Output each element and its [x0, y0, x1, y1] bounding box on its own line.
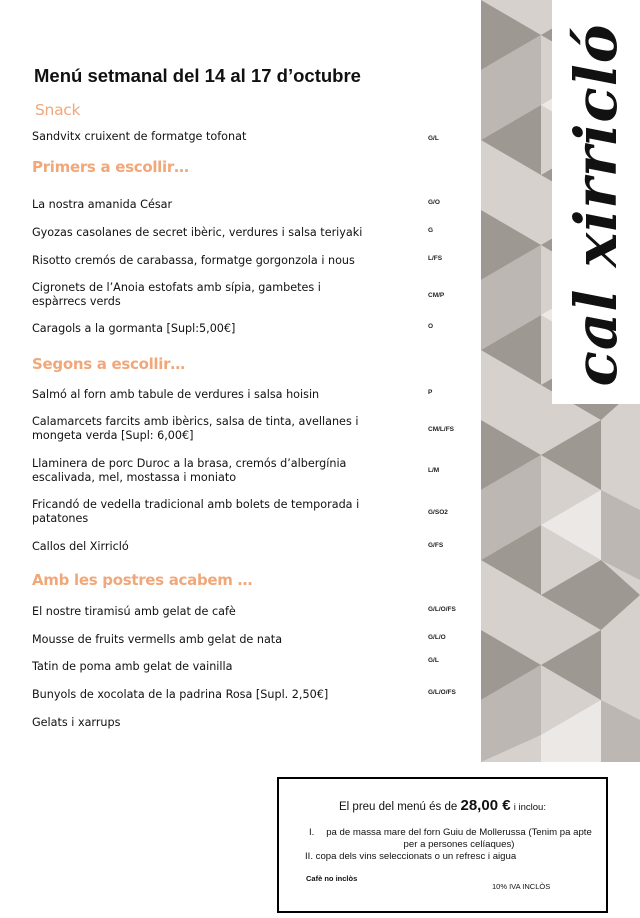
menu-item: Gelats i xarrups — [32, 716, 121, 729]
allergen-code: G/SO2 — [428, 509, 448, 516]
allergen-code: P — [428, 389, 433, 396]
menu-item: La nostra amanida César — [32, 198, 173, 211]
menu-item: Gyozas casolanes de secret ibèric, verdures i salsa teriyaki — [32, 226, 363, 239]
allergen-code: CM/L/FS — [428, 426, 454, 433]
brand-logo: cal xirricló — [562, 23, 630, 387]
section-heading-postres: Amb les postres acabem … — [32, 571, 253, 589]
allergen-code: G/L/O/FS — [428, 606, 456, 613]
logo-panel — [552, 0, 640, 404]
allergen-code: G/L — [428, 135, 439, 142]
price-amount: 28,00 € — [460, 797, 511, 814]
menu-item: Callos del Xirricló — [32, 540, 129, 553]
allergen-code: L/M — [428, 467, 440, 474]
included-item-1-number: I. — [309, 827, 315, 838]
menu-item: Caragols a la gormanta [Supl:5,00€] — [32, 322, 236, 335]
vat-note: 10% IVA INCLÒS — [492, 882, 551, 891]
included-item-2: II. copa dels vins seleccionats o un refresc i aigua — [305, 851, 517, 862]
menu-item: Tatin de poma amb gelat de vainilla — [32, 660, 233, 673]
menu-item: Calamarcets farcits amb ibèrics, salsa de tinta, avellanes i mongeta verda [Supl: 6,00€] — [32, 415, 359, 442]
allergen-code: G/FS — [428, 542, 444, 549]
included-item-1 — [309, 827, 599, 851]
section-heading-primers: Primers a escollir… — [32, 158, 189, 176]
menu-item: Llaminera de porc Duroc a la brasa, cremós d’albergínia escalivada, mel, mostassa i moniato — [32, 457, 347, 484]
menu-item: Bunyols de xocolata de la padrina Rosa [Supl. 2,50€] — [32, 688, 329, 701]
section-heading-segons: Segons a escollir… — [32, 355, 185, 373]
menu-item: Cigronets de l’Anoia estofats amb sípia, gambetes i espàrrecs verds — [32, 281, 321, 308]
menu-item: Risotto cremós de carabassa, formatge gorgonzola i nous — [32, 254, 355, 267]
allergen-code: G/L/O/FS — [428, 689, 456, 696]
included-item-1-text: pa de massa mare del forn Guiu de Mollerussa (Tenim pa apte per a persones celíaques) — [326, 827, 592, 850]
price-intro: El preu del menú és de — [339, 801, 458, 813]
allergen-code: CM/P — [428, 292, 445, 299]
allergen-code: L/FS — [428, 255, 443, 262]
allergen-code: G/L — [428, 657, 439, 664]
menu-item: Mousse de fruits vermells amb gelat de nata — [32, 633, 283, 646]
section-heading-snack: Snack — [35, 101, 81, 119]
price-line — [279, 797, 606, 814]
menu-item: Salmó al forn amb tabule de verdures i salsa hoisin — [32, 388, 320, 401]
allergen-code: G/O — [428, 199, 440, 206]
price-included-label: i inclou: — [513, 802, 546, 813]
allergen-code: G/L/O — [428, 634, 446, 641]
menu-item: Sandvitx cruixent de formatge tofonat — [32, 130, 247, 143]
allergen-code: G — [428, 227, 434, 234]
price-box — [277, 777, 608, 913]
menu-item: Fricandó de vedella tradicional amb bolets de temporada i patatones — [32, 498, 360, 525]
page-title: Menú setmanal del 14 al 17 d’octubre — [34, 65, 361, 86]
menu-item: El nostre tiramisú amb gelat de cafè — [32, 605, 236, 618]
coffee-note: Cafè no inclòs — [306, 874, 358, 883]
allergen-code: O — [428, 323, 434, 330]
